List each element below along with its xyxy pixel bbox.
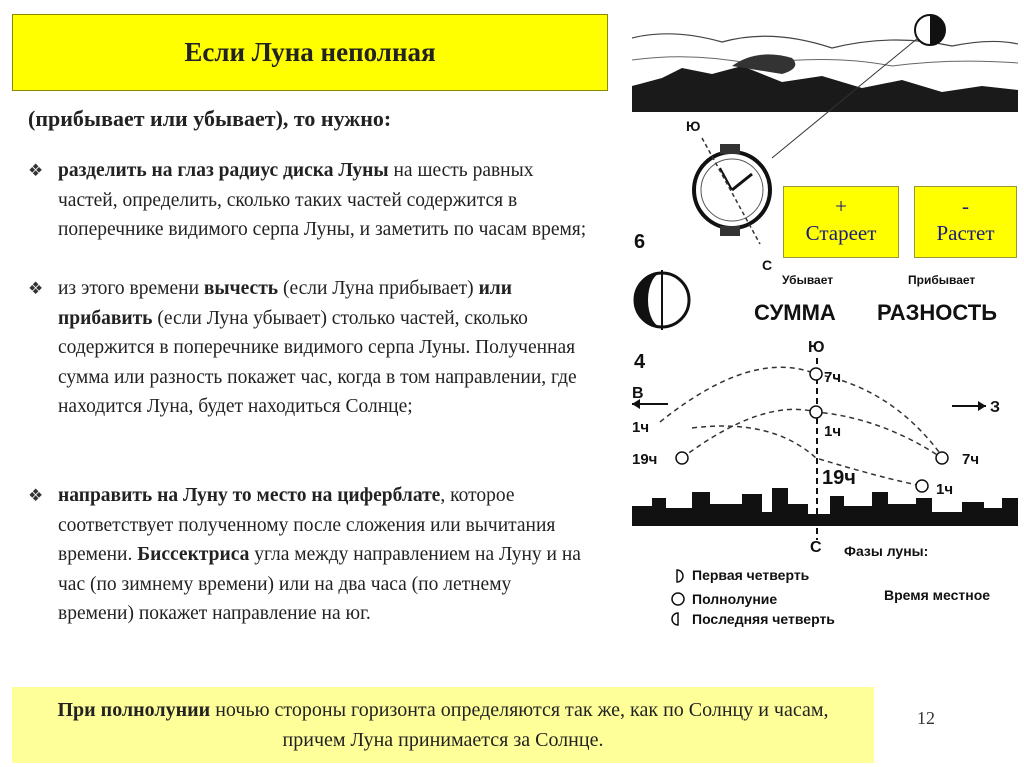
crescent-moon-icon — [635, 270, 689, 330]
bullet-3-text-2: угла между направлением на Луну и на час (по зимнему времени) или на два часа (по летнему времени) покажет направление на юг. — [58, 544, 581, 624]
box-ageing-word: Стареет — [805, 221, 877, 245]
bullet-3-bold-2: Биссектриса — [137, 544, 250, 565]
moon-phase-legend — [672, 543, 990, 627]
bullet-2-bold-1: вычесть — [203, 278, 279, 299]
label-summa: СУММА — [754, 300, 836, 325]
label-19h-left: 19ч — [632, 451, 658, 468]
legend-full-moon: Полнолуние — [692, 591, 778, 607]
moon-orientation-illustration — [632, 8, 1018, 638]
label-19h-center: 19ч — [822, 467, 856, 489]
bullet-2-text-3: (если Луна убывает) столько частей, сколько содержится в поперечнике видимого серпа Луны. Полученная сумма или разность покажет час, когда в том направлении, где находится Луна, будет находиться Солнце; — [58, 307, 577, 417]
legend-last-quarter: Последняя четверть — [692, 611, 835, 627]
label-4: 4 — [634, 351, 646, 373]
bullet-list — [28, 156, 590, 629]
bullet-2-bold-2: или прибавить — [58, 278, 512, 329]
subtitle: (прибывает или убывает), то нужно: — [28, 106, 392, 131]
compass-label-south-top: Ю — [686, 118, 701, 134]
diamond-bullet-icon: ❖ — [28, 279, 44, 298]
label-north: С — [810, 539, 822, 556]
page-number: 12 — [917, 708, 935, 728]
label-7h-right: 7ч — [962, 451, 980, 468]
label-1h-left: 1ч — [632, 419, 650, 436]
landscape-scene — [632, 8, 1018, 158]
label-raznost: РАЗНОСТЬ — [877, 300, 998, 325]
watch-icon — [686, 118, 772, 273]
bullet-2-text-2: (если Луна прибывает) — [278, 278, 479, 299]
label-1h-right: 1ч — [936, 481, 954, 498]
bullet-3 — [28, 481, 590, 629]
compass-label-north-top: С — [762, 257, 773, 273]
page-title: Если Луна неполная — [184, 37, 436, 67]
label-waxing: Прибывает — [908, 273, 976, 287]
box-ageing — [783, 186, 899, 258]
legend-first-quarter: Первая четверть — [692, 567, 810, 583]
bullet-3-bold-1: направить на Луну то место на циферблате — [58, 485, 441, 506]
footer-note — [12, 687, 874, 763]
bullet-1-bold: разделить на глаз радиус диска Луны — [58, 160, 389, 181]
footer-text: ночью стороны горизонта определяются так же, как по Солнцу и часам, причем Луна принимается за Солнце. — [210, 699, 829, 751]
bullet-2 — [28, 274, 590, 481]
legend-title: Фазы луны: — [844, 543, 929, 559]
label-1h-mid: 1ч — [824, 423, 842, 440]
box-ageing-sign: + — [835, 194, 847, 218]
bullet-1 — [28, 156, 590, 274]
label-7h-top: 7ч — [824, 369, 842, 386]
box-growing-sign: - — [962, 194, 969, 218]
box-growing — [914, 186, 1017, 258]
title-box — [12, 14, 608, 91]
label-south: Ю — [808, 339, 825, 356]
city-skyline — [632, 488, 1018, 526]
label-east: З — [990, 399, 1001, 416]
bullet-1-text: на шесть равных частей, определить, сколько таких частей содержится в поперечнике видимого серпа Луны, и заметить по часам время; — [58, 160, 587, 240]
bullet-3-text-1: , которое соответствует полученному после сложения или вычитания времени. — [58, 485, 556, 565]
label-waning: Убывает — [782, 273, 834, 287]
legend-local-time: Время местное — [884, 587, 991, 603]
label-6: 6 — [634, 231, 646, 253]
diamond-bullet-icon: ❖ — [28, 486, 44, 505]
bullet-2-text-1: из этого времени — [58, 278, 204, 299]
diamond-bullet-icon: ❖ — [28, 161, 44, 180]
label-west: В — [632, 385, 644, 402]
footer-bold: При полнолунии — [57, 699, 211, 721]
box-growing-word: Растет — [936, 221, 995, 245]
